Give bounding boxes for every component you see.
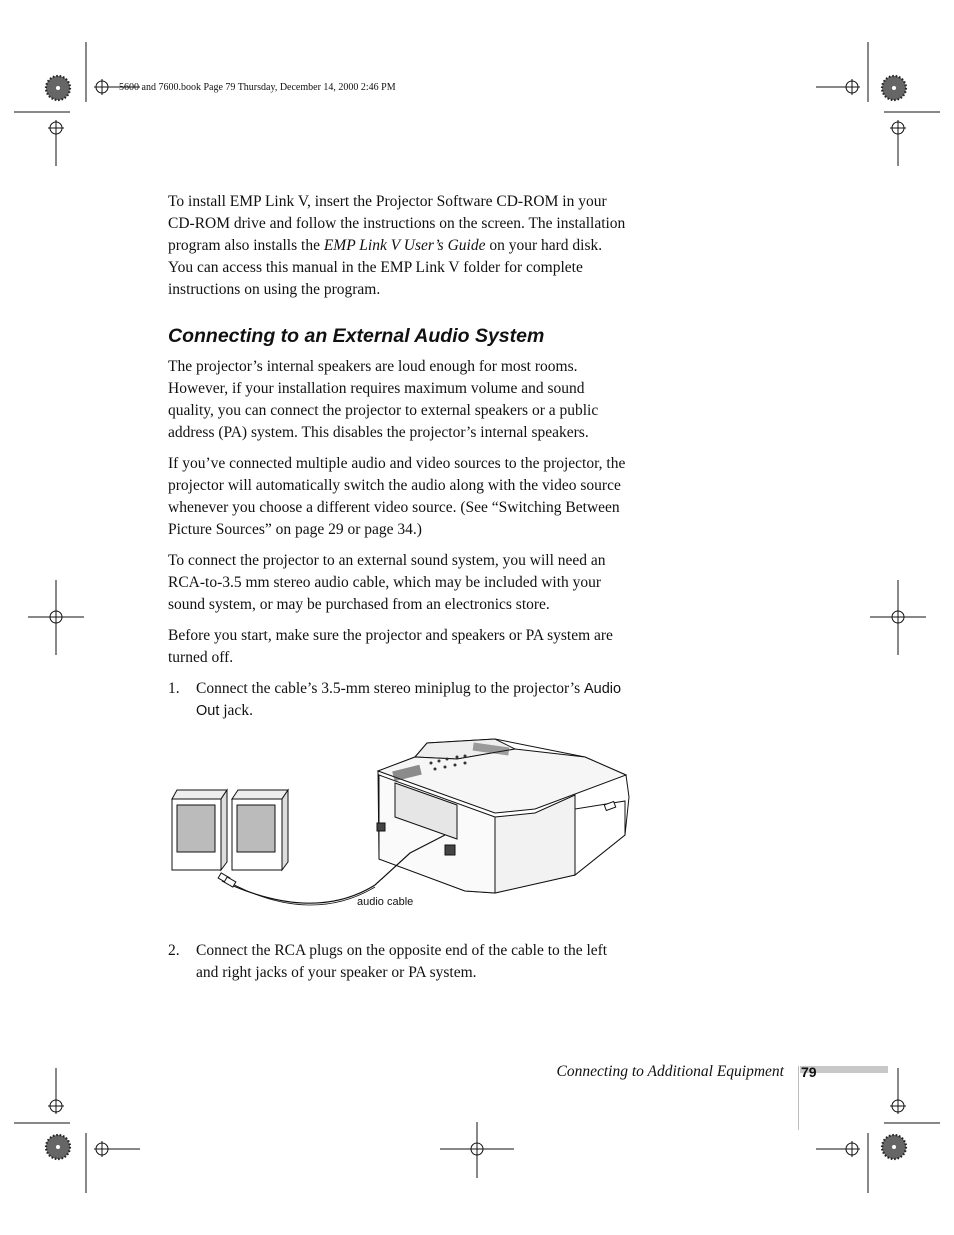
step-text: Connect the RCA plugs on the opposite end of the cable to the left and right jacks of your speaker or PA system. [196,942,608,981]
paragraph-audio-switching: If you’ve connected multiple audio and video sources to the projector, the projector will automatically switch the audio along with the video source whenever you choose a different video source. (See “Switching Between Picture Sources” on page 29 or page 34.) [168,455,626,538]
audio-connection-illustration [165,735,635,915]
projector [377,739,629,893]
step-number: 2. [168,942,180,959]
footer-chapter-title: Connecting to Additional Equipment [556,1063,784,1080]
step-text-before: Connect the cable’s 3.5-mm stereo miniplug to the projector’s [196,680,584,697]
guide-title: EMP Link V User’s Guide [323,237,486,254]
footer-rule [798,1066,799,1130]
figure-caption: audio cable [357,896,414,908]
intro-paragraph [168,191,630,301]
step-number: 1. [168,680,180,697]
audio-out-label: Audio Out [196,681,622,719]
step-text [196,678,628,722]
paragraph-cable-needed: To connect the projector to an external sound system, you will need an RCA-to-3.5 mm stereo audio cable, which may be included with your sound system, or may be purchased from an electronics store. [168,552,606,613]
section-title: Connecting to an External Audio System [168,325,545,347]
speaker-left [172,790,227,870]
page-number: 79 [801,1064,817,1080]
paragraph-turn-off: Before you start, make sure the projector and speakers or PA system are turned off. [168,627,613,666]
intro-text-part1: To install EMP Link V, insert the Projector Software CD-ROM in your CD-ROM drive and follow the instructions on the screen. The installation program also installs the [168,193,626,254]
print-header: 5600 and 7600.book Page 79 Thursday, December 14, 2000 2:46 PM [119,82,396,93]
speaker-right [232,790,288,870]
paragraph-internal-speakers: The projector’s internal speakers are loud enough for most rooms. However, if your installation requires maximum volume and sound quality, you can connect the projector to external speakers or a public address (PA) system. This disables the projector’s internal speakers. [168,358,599,441]
intro-text-part2: on your hard disk. You can access this manual in the EMP Link V folder for complete instructions on using the program. [168,237,603,298]
rca-plugs [218,873,236,887]
step-text-after: jack. [219,702,253,719]
